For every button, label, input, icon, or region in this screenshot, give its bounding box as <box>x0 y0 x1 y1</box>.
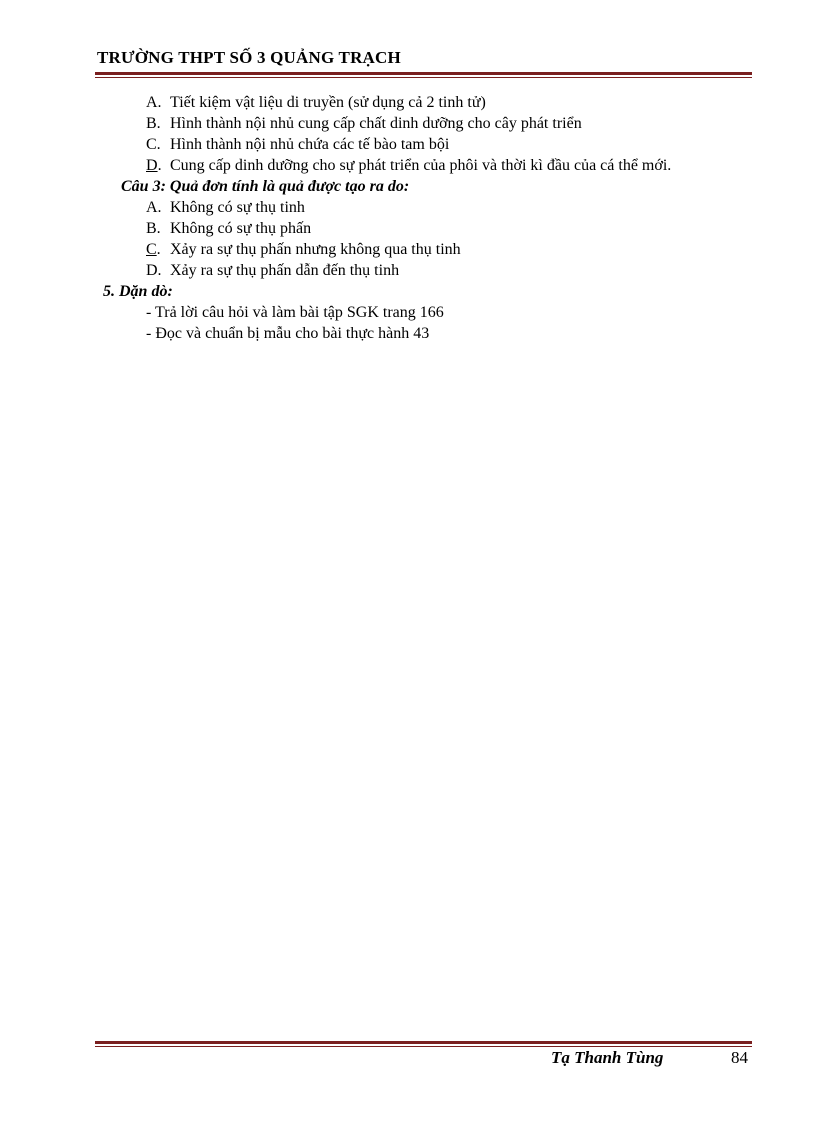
option-letter-answer: C. <box>146 241 161 258</box>
answer-marker: D <box>146 157 158 174</box>
option-text: Xảy ra sự thụ phấn nhưng không qua thụ tinh <box>170 241 461 258</box>
page-header-title: TRƯỜNG THPT SỐ 3 QUẢNG TRẠCH <box>97 48 401 67</box>
homework-item: - Trả lời câu hỏi và làm bài tập SGK trang 166 <box>146 304 444 321</box>
q2-option-d <box>0 155 816 176</box>
footer-author: Tạ Thanh Tùng <box>551 1048 664 1067</box>
option-letter: C. <box>146 136 161 153</box>
q3-option-b <box>0 218 816 239</box>
option-text: Hình thành nội nhủ chứa các tế bào tam bội <box>170 136 450 153</box>
q3-option-c <box>0 239 816 260</box>
option-text: Không có sự thụ tinh <box>170 199 305 216</box>
footer-divider <box>95 1041 752 1048</box>
section-5-title: 5. Dặn dò: <box>103 283 173 300</box>
q2-option-c <box>0 134 816 155</box>
page-number: 84 <box>731 1048 748 1067</box>
option-letter-answer: D. <box>146 157 162 174</box>
option-letter: D. <box>146 262 162 279</box>
option-letter: A. <box>146 199 162 216</box>
q3-option-a <box>0 197 816 218</box>
homework-item: - Đọc và chuẩn bị mẫu cho bài thực hành 43 <box>146 325 430 342</box>
option-text: Cung cấp dinh dưỡng cho sự phát triển của phôi và thời kì đầu của cá thể mới. <box>170 157 672 174</box>
option-letter: B. <box>146 115 161 132</box>
option-letter: B. <box>146 220 161 237</box>
option-letter: A. <box>146 94 162 111</box>
q2-option-b <box>0 113 816 134</box>
question-3-title: Câu 3: Quả đơn tính là quả được tạo ra do: <box>121 178 410 195</box>
q2-option-a <box>0 92 816 113</box>
page-body <box>0 92 816 344</box>
option-text: Không có sự thụ phấn <box>170 220 312 237</box>
q3-option-d <box>0 260 816 281</box>
option-text: Hình thành nội nhủ cung cấp chất dinh dưỡng cho cây phát triển <box>170 115 582 132</box>
answer-marker: C <box>146 241 157 258</box>
header-divider <box>95 72 752 79</box>
option-text: Xảy ra sự thụ phấn dẫn đến thụ tinh <box>170 262 400 279</box>
option-text: Tiết kiệm vật liệu di truyền (sử dụng cả 2 tinh tử) <box>170 94 486 111</box>
